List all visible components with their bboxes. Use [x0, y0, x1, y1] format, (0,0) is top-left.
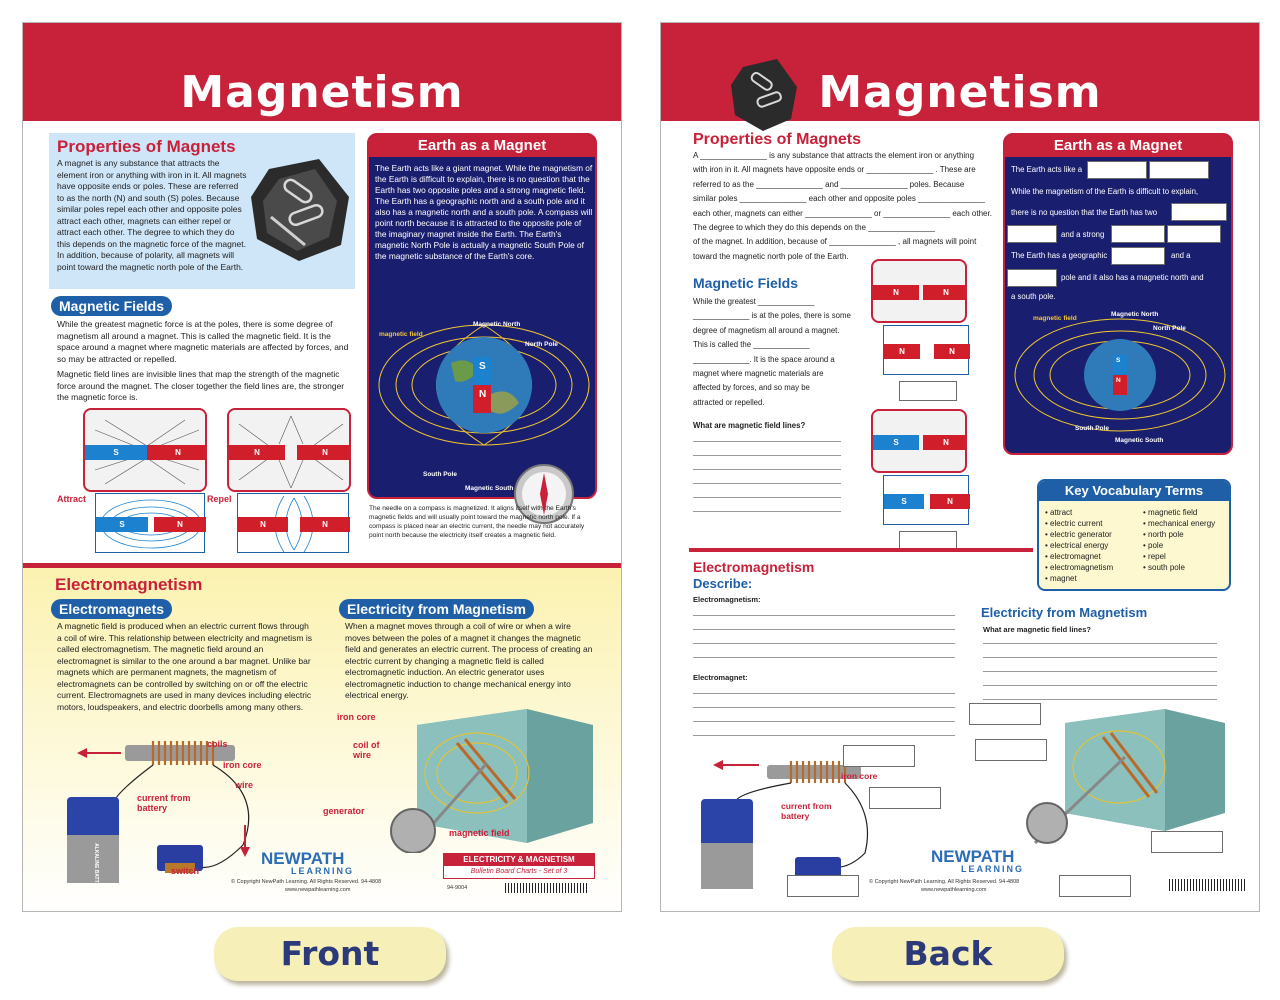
back-logo-main: NEWPATH — [931, 847, 1015, 866]
back-blank-gen-4[interactable] — [1059, 875, 1131, 897]
back-earth-blank-5[interactable] — [1111, 225, 1165, 243]
vocab-term: • attract — [1045, 508, 1073, 517]
back-earth-t1: The Earth acts like a — [1011, 165, 1083, 174]
back-logo-sub: LEARNING — [961, 864, 1024, 874]
earth-label-magnetic-south: Magnetic South — [465, 485, 514, 492]
back-repel-iron-filings — [871, 409, 967, 473]
logo-sub: LEARNING — [291, 866, 354, 876]
attract-bar-n: N — [147, 445, 207, 460]
attract-iron-filings — [83, 408, 207, 492]
earth-label-south-pole: South Pole — [423, 471, 457, 478]
back-electromagnetism-heading: Electromagnetism — [693, 559, 815, 575]
back-chart — [660, 22, 1260, 912]
back-properties-line: toward the magnetic north pole of the Earth. — [693, 251, 849, 261]
properties-section — [49, 133, 355, 289]
vocab-term: • mechanical energy — [1143, 519, 1216, 528]
back-fields-line: degree of magnetism all around a magnet. — [693, 325, 840, 335]
label-wire: wire — [235, 780, 254, 790]
back-blank-gen-2[interactable] — [975, 739, 1047, 761]
back-from-question: What are magnetic field lines? — [983, 625, 1091, 634]
back-from-magnetism-heading: Electricity from Magnetism — [981, 605, 1148, 620]
back-blank-switch[interactable] — [787, 875, 859, 897]
fields-text-2: Magnetic field lines are invisible lines that map the strength of the magnetic force around the magnet. The closer together the field lines are, the stronger the magnetic force is. — [57, 369, 345, 402]
vocab-term: • magnet — [1045, 574, 1077, 583]
back-earth-blank-1[interactable] — [1087, 161, 1147, 179]
back-earth-blank-2[interactable] — [1149, 161, 1209, 179]
magnetic-fields-heading: Magnetic Fields — [51, 296, 172, 316]
back-fields-heading: Magnetic Fields — [693, 275, 799, 291]
vocab-term: • north pole — [1143, 530, 1184, 539]
back-blank-coils[interactable] — [843, 745, 915, 767]
earth-label-magnetic-field: magnetic field — [379, 331, 423, 338]
repel-field-diagram — [237, 493, 349, 553]
vocab-term: • electromagnetism — [1045, 563, 1114, 572]
vocab-term: • repel — [1143, 552, 1166, 561]
back-chart-title: Magnetism — [818, 67, 1102, 118]
front-button[interactable]: Front — [214, 927, 446, 981]
back-properties-line: of the magnet. In addition, because of _______________ , all magnets will point — [693, 237, 977, 247]
compass-text: The needle on a compass is magnetized. It aligns itself with the Earth's magnetic fields and will usually point toward the magnetic north pole. If a compass is placed near an electric current, the needle may not accurately point north because the electricity itself creates a magnetic field. — [369, 505, 585, 539]
attract-diagram-n: N — [154, 517, 206, 532]
back-electromagnet-lines[interactable] — [693, 693, 955, 749]
back-blank-gen-1[interactable] — [969, 703, 1041, 725]
back-properties-worksheet — [693, 149, 993, 264]
back-button[interactable]: Back — [832, 927, 1064, 981]
back-earth-label-magnetic-north: Magnetic North — [1111, 311, 1159, 318]
label-battery: ALKALINE BATTERY — [92, 843, 99, 893]
vocab-term: • south pole — [1143, 563, 1185, 572]
vocab-col-2 — [1143, 507, 1215, 573]
back-attract-iron-filings — [871, 259, 967, 323]
back-electromagnetism-lines[interactable] — [693, 615, 955, 671]
series-sub: Bulletin Board Charts - Set of 3 — [470, 868, 568, 875]
back-describe: Describe: — [693, 576, 753, 591]
back-fields-line: affected by forces, and so may be — [693, 383, 810, 393]
back-attract-bar-right: N — [923, 285, 967, 300]
back-properties-heading: Properties of Magnets — [693, 131, 862, 148]
back-properties-line: with iron in it. All magnets have opposite ends or _______________ . These are — [693, 165, 976, 175]
back-earth-label-magnetic-field: magnetic field — [1033, 315, 1077, 322]
vocab-term: • electric generator — [1045, 530, 1112, 539]
repel-diagram-right-n: N — [300, 517, 350, 532]
back-properties-line: A _______________ is any substance that attracts the element iron or anything — [693, 151, 975, 160]
website: www.newpathlearning.com — [285, 887, 351, 893]
back-earth-t3: there is no question that the Earth has two — [1011, 208, 1158, 217]
repel-bar-right-n: N — [297, 445, 351, 460]
back-label-current: current from battery — [781, 801, 832, 821]
back-properties-line: referred to as the _______________ and _______________ poles. Because — [693, 179, 965, 189]
product-code: 94-9004 — [447, 885, 468, 891]
label-iron-core: iron core — [223, 760, 262, 770]
front-chart — [22, 22, 622, 912]
earth-label-north-pole: North Pole — [525, 341, 558, 348]
attract-label: Attract — [57, 494, 87, 504]
chart-title: Magnetism — [180, 67, 464, 118]
back-blank-gen-3[interactable] — [1151, 831, 1223, 853]
back-repel-diagram-right: N — [934, 344, 970, 359]
vocab-term: • electromagnet — [1045, 552, 1101, 561]
back-magnet-rock-image — [729, 57, 799, 133]
electromagnetism-heading: Electromagnetism — [55, 575, 203, 594]
back-earth-label-south-pole: South Pole — [1075, 425, 1109, 432]
back-earth-t6: and a — [1171, 251, 1191, 260]
back-blank-repel[interactable] — [899, 381, 957, 401]
repel-diagram-left-n: N — [238, 517, 288, 532]
label-generator: generator — [323, 806, 365, 816]
vocab-col-1 — [1045, 507, 1113, 584]
logo-main: NEWPATH — [261, 849, 345, 868]
back-properties-line: similar poles _______________ each other and opposite poles _______________ — [693, 194, 985, 204]
vocab-term: • magnetic field — [1143, 508, 1198, 517]
back-earth-blank-4[interactable] — [1007, 225, 1057, 243]
label-current-from-battery: current from battery — [137, 793, 191, 813]
earth-bar-s: S — [479, 361, 486, 372]
label-gen-iron-core: iron core — [337, 712, 376, 722]
back-fields-line: attracted or repelled. — [693, 397, 765, 407]
magnet-rock-image — [249, 157, 353, 263]
label-coils: coils — [207, 739, 228, 749]
back-website: www.newpathlearning.com — [921, 887, 987, 893]
fields-text-1: While the greatest magnetic force is at the poles, there is some degree of magnetism all around a magnet. This is called the magnetic field. It is the space around a magnet where magnetic materials are affected by forces, and so may be attracted or repelled. — [57, 319, 349, 364]
back-label-iron-core: iron core — [841, 771, 878, 781]
back-repel-diagram-left: N — [884, 344, 920, 359]
back-properties-line: The degree to which they do this depends on the _______________ — [693, 223, 935, 233]
vocab-term: • electrical energy — [1045, 541, 1109, 550]
properties-heading: Properties of Magnets — [57, 137, 236, 156]
earth-text: The Earth acts like a giant magnet. While the magnetism of the Earth is difficult to explain, there is no question that the Earth has two opposite poles and a strong magnetic field. The Earth has a geographic north and a south pole and it also has a magnetic north and a south pole. A compass will point north because it is attracted to the opposite pole of the imaginary magnet inside the Earth. The Earth's magnetic North Pole is actually a magnetic South Pole of the magnetic substance of the Earth's core. — [375, 163, 593, 261]
series-title: ELECTRICITY & MAGNETISM — [444, 854, 594, 866]
vocab-box — [1037, 479, 1231, 591]
back-earth-blank-6[interactable] — [1167, 225, 1221, 243]
back-blank-wire[interactable] — [869, 787, 941, 809]
back-fields-line: magnet where magnetic materials are — [693, 369, 824, 379]
back-fields-line: _____________. It is the space around a — [693, 354, 835, 364]
back-barcode — [1169, 879, 1247, 891]
label-switch: switch — [171, 866, 200, 876]
attract-bar-s: S — [85, 445, 147, 460]
repel-bar-left-n: N — [229, 445, 285, 460]
back-earth-label-magnetic-south: Magnetic South — [1115, 437, 1164, 444]
attract-diagram-s: S — [96, 517, 148, 532]
series-box — [443, 853, 595, 879]
vocab-term: • pole — [1143, 541, 1164, 550]
back-fields-worksheet — [693, 295, 863, 410]
back-earth-t5: The Earth has a geographic — [1011, 251, 1108, 260]
back-earth-blank-8[interactable] — [1007, 269, 1057, 287]
back-earth-t2: While the magnetism of the Earth is difficult to explain, — [1011, 187, 1199, 196]
vocab-heading: Key Vocabulary Terms — [1039, 481, 1229, 501]
back-fields-line: _____________ is at the poles, there is some — [693, 311, 851, 321]
copyright: © Copyright NewPath Learning. All Rights Reserved. 94-4808 — [231, 879, 382, 885]
earth-bar-n: N — [479, 389, 487, 400]
earth-heading: Earth as a Magnet — [369, 135, 595, 157]
back-earth-blank-7[interactable] — [1111, 247, 1165, 265]
back-earth-heading: Earth as a Magnet — [1005, 135, 1231, 157]
back-earth-section — [1003, 133, 1233, 455]
back-diagram-n: N — [930, 494, 970, 509]
attract-field-diagram — [95, 493, 205, 553]
back-earth-blank-3[interactable] — [1171, 203, 1227, 221]
back-fields-question: What are magnetic field lines? — [693, 421, 806, 430]
back-earth-bar-s: S — [1116, 357, 1121, 364]
back-earth-label-north-pole: North Pole — [1153, 325, 1186, 332]
label-coil-of-wire: coil of wire — [353, 740, 380, 760]
electromagnets-heading: Electromagnets — [51, 599, 172, 619]
back-bar-n: N — [923, 435, 967, 450]
back-q-electromagnet: Electromagnet: — [693, 673, 748, 682]
electromagnets-text: A magnetic field is produced when an electric current flows through a coil of wire. This relationship between electricity and magnetism is called electromagnetism. The magnetic field around an electromagnet is similar to the one around a bar magnet. Unlike bar magnets which are permanent magnets, the magnetism of electromagnets can be controlled by switching on or off the electric current. Electromagnets are used in many devices including electric motors, loudspeakers, and electric doorbells among many others. — [57, 621, 312, 712]
vocab-term: • electric current — [1045, 519, 1103, 528]
back-fields-line: While the greatest _____________ — [693, 297, 815, 306]
back-repel-field-diagram — [883, 325, 969, 375]
back-properties-line: each other, magnets can either _______________ or _______________ each other. — [693, 208, 992, 218]
back-q-electromagnetism: Electromagnetism: — [693, 595, 761, 604]
back-fields-line: This is called the _____________ — [693, 340, 810, 350]
back-earth-bar-n: N — [1116, 377, 1121, 384]
back-earth-t8: a south pole. — [1011, 292, 1056, 301]
earth-magnet-section — [367, 133, 597, 499]
back-attract-bar-left: N — [873, 285, 919, 300]
barcode — [505, 883, 589, 893]
earth-label-magnetic-north: Magnetic North — [473, 321, 521, 328]
back-bar-s: S — [873, 435, 919, 450]
label-magnetic-field: magnetic field — [449, 828, 510, 838]
back-divider — [689, 548, 1033, 552]
back-diagram-s: S — [884, 494, 924, 509]
back-earth-t7: pole and it also has a magnetic north and — [1061, 273, 1204, 282]
electricity-from-magnetism-text: When a magnet moves through a coil of wire or when a wire moves between the poles of a magnet it changes the magnetic field and generates an electric current. The process of creating an electric current by changing a magnetic field is called electromagnetic induction. An electric generator uses electromagnetic induction to change mechanical energy into electrical energy. — [345, 621, 593, 700]
back-copyright: © Copyright NewPath Learning. All Rights Reserved. 94-4808 — [869, 879, 1020, 885]
back-attract-field-diagram — [883, 475, 969, 525]
repel-iron-filings — [227, 408, 351, 492]
electricity-from-magnetism-heading: Electricity from Magnetism — [339, 599, 534, 619]
back-fields-answer-lines[interactable] — [693, 441, 841, 525]
back-earth-t4: and a strong — [1061, 230, 1105, 239]
properties-text: A magnet is any substance that attracts the element iron or anything with iron in it. All magnets have opposite ends or poles. These are referred to as the north (N) and south (S) poles. Because similar poles repel each other and opposite poles attract each other, magnets can either repel or attract each other. The degree to which they do this depends on the magnetic force of the magnet. In addition, because of polarity, all magnets will point toward the magnetic north pole of the Earth. — [57, 158, 247, 272]
repel-label: Repel — [207, 494, 232, 504]
